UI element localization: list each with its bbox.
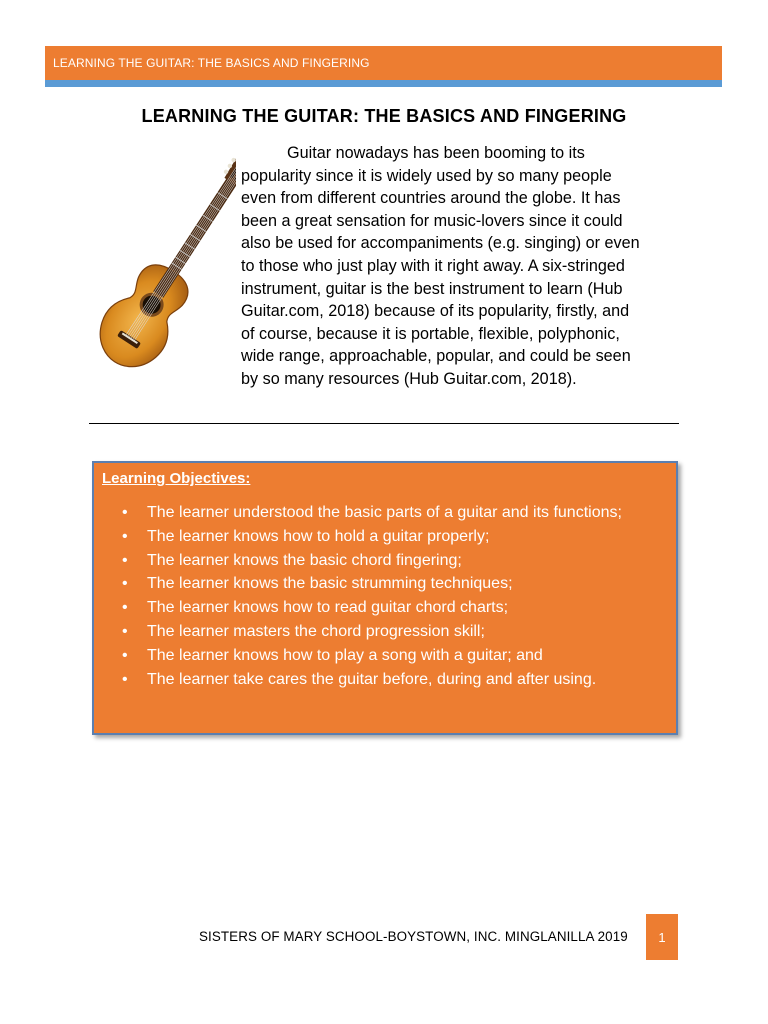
bullet-icon: • (122, 670, 128, 688)
running-header-title: LEARNING THE GUITAR: THE BASICS AND FINGERING (53, 56, 370, 70)
intro-line: of course, because it is portable, flexible, polyphonic, (241, 324, 620, 343)
objective-item (94, 525, 676, 549)
bullet-icon: • (122, 551, 128, 569)
objective-item (94, 644, 676, 668)
section-divider (89, 423, 679, 424)
objectives-heading: Learning Objectives: (102, 470, 251, 487)
objective-text: The learner knows how to read guitar chord charts; (147, 599, 509, 617)
objective-item (94, 501, 676, 525)
intro-line: wide range, approachable, popular, and could be seen (241, 347, 631, 366)
page-number: 1 (658, 929, 666, 945)
page-title: LEARNING THE GUITAR: THE BASICS AND FINGERING (141, 106, 627, 126)
objective-text: The learner knows how to hold a guitar properly; (147, 527, 490, 545)
bullet-icon: • (122, 599, 128, 617)
objective-text: The learner take cares the guitar before, during and after using. (147, 670, 597, 688)
objective-text: The learner knows the basic chord fingering; (147, 551, 462, 569)
intro-line: been a great sensation for music-lovers since it could (241, 211, 623, 230)
intro-line: also be used for accompaniments (e.g. singing) or even (241, 234, 640, 253)
bullet-icon: • (122, 527, 128, 545)
page-number-badge (646, 914, 678, 960)
objectives-list (94, 501, 676, 691)
objective-text: The learner masters the chord progression skill; (147, 622, 485, 640)
intro-line: popularity since it is widely used by so many people (241, 166, 612, 185)
objective-item (94, 620, 676, 644)
intro-line: by so many resources (Hub Guitar.com, 2018). (241, 369, 577, 388)
bullet-icon: • (122, 504, 128, 521)
objective-text: The learner knows the basic strumming techniques; (147, 575, 513, 593)
objective-text: The learner understood the basic parts of a guitar and its functions; (147, 504, 622, 521)
objective-item (94, 596, 676, 620)
header-rule (45, 80, 722, 87)
intro-line: instrument, guitar is the best instrument to learn (Hub (241, 279, 623, 298)
acoustic-guitar-illustration (86, 148, 236, 374)
running-header (45, 46, 722, 80)
objective-item (94, 572, 676, 596)
intro-paragraph (241, 142, 686, 391)
learning-objectives-box (92, 461, 678, 735)
bullet-icon: • (122, 575, 128, 593)
objective-text: The learner knows how to play a song with a guitar; and (147, 646, 543, 664)
bullet-icon: • (122, 646, 128, 664)
objective-item (94, 549, 676, 573)
intro-line: Guitar.com, 2018) because of its popularity, firstly, and (241, 302, 630, 321)
intro-line: even from different countries around the globe. It has (241, 189, 621, 208)
footer-school-name: SISTERS OF MARY SCHOOL-BOYSTOWN, INC. MINGLANILLA 2019 (199, 929, 628, 944)
intro-line: Guitar nowadays has been booming to its (287, 144, 585, 162)
intro-line: to those who just play with it right away. A six-stringed (241, 256, 625, 275)
bullet-icon: • (122, 622, 128, 640)
objective-item (94, 668, 676, 692)
